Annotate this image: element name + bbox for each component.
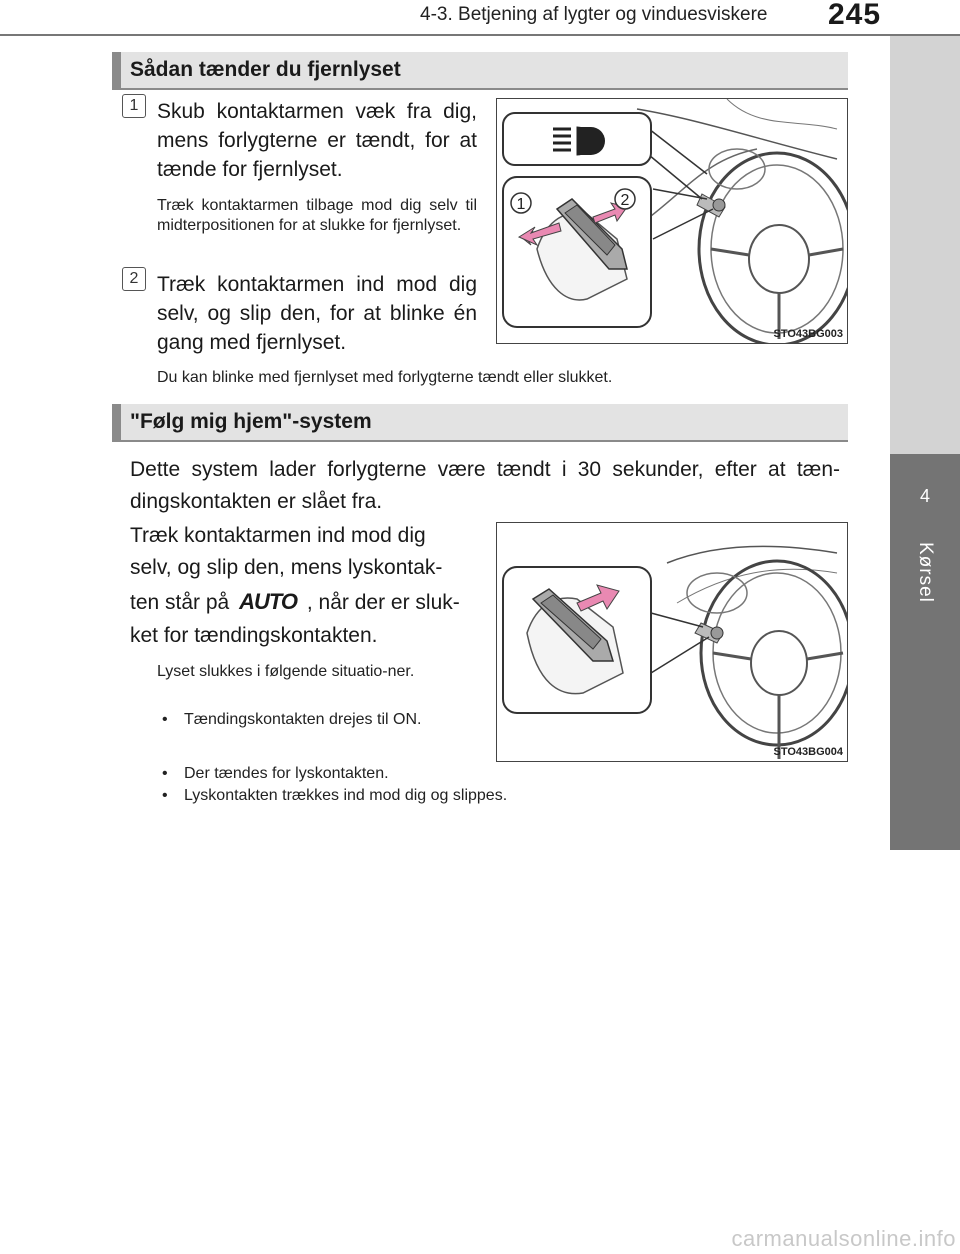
bullet-item: • Der tændes for lyskontakten. [162, 764, 762, 786]
section-title: 4-3. Betjening af lygter og vinduesviskere [420, 4, 768, 25]
callout-1: 1 [516, 196, 526, 213]
bullet-text: Lyskontakten trækkes ind mod dig og slippes. [184, 787, 508, 804]
bullet-item: • Lyskontakten trækkes ind mod dig og slippes. [162, 786, 802, 808]
section-heading-high-beam [112, 52, 848, 90]
heading-marker [112, 404, 121, 440]
step-2-text: Træk kontaktarmen ind mod dig selv, og slip den, for at blinke én gang med fjernlyset. [157, 273, 477, 354]
section-2-note: Lyset slukkes i følgende situatio-ner. [157, 663, 415, 680]
instruction-pre: ten står på [130, 591, 230, 614]
section-2-instruction-line-2: selv, og slip den, mens lyskontak- [130, 556, 443, 579]
bullet-item: • Tændingskontakten drejes til ON. [162, 710, 478, 754]
header-divider [0, 34, 960, 36]
figure-code: STO43BG004 [773, 746, 843, 758]
bullet-text: Tændingskontakten drejes til ON. [184, 711, 422, 728]
section-2-instruction-line-1: Træk kontaktarmen ind mod dig [130, 524, 426, 547]
chapter-tab[interactable] [890, 454, 960, 850]
figure-high-beam-lever [496, 98, 848, 344]
watermark: carmanualsonline.info [731, 1226, 956, 1251]
chapter-number: 4 [919, 486, 930, 506]
heading-text: Sådan tænder du fjernlyset [130, 58, 401, 81]
lever-illustration [497, 99, 847, 343]
chapter-title: Kørsel [915, 542, 936, 603]
bullet-text: Der tændes for lyskontakten. [184, 765, 389, 782]
heading-text: "Følg mig hjem"-system [130, 410, 372, 433]
figure-code: STO43BG003 [773, 328, 843, 340]
lever-pull-illustration [497, 523, 847, 761]
step-1-text: Skub kontaktarmen væk fra dig, mens forlygterne er tændt, for at tænde for fjernlyset. [157, 100, 477, 181]
section-2-intro: Dette system lader forlygterne være tændt i 30 sekunder, efter at tæn-dingskontakten er slået fra. [130, 458, 840, 513]
step-2-badge: 2 [122, 267, 146, 291]
section-2-instruction-line-4: ket for tændingskontakten. [130, 624, 378, 647]
step-1-badge: 1 [122, 94, 146, 118]
figure-follow-me-home-lever [496, 522, 848, 762]
callout-2: 2 [620, 192, 630, 209]
section-1-note: Du kan blinke med fjernlyset med forlygterne tændt eller slukket. [157, 369, 613, 386]
heading-marker [112, 52, 121, 88]
auto-symbol: AUTO [239, 589, 298, 614]
sidebar-tab-blank [890, 36, 960, 454]
instruction-post: , når der er sluk- [306, 591, 460, 614]
step-1-note: Træk kontaktarmen tilbage mod dig selv til midterpositionen for at slukke for fjernlyset. [157, 197, 477, 234]
section-2-instruction-line-3 [130, 586, 476, 619]
section-heading-follow-me-home [112, 404, 848, 442]
page-number: 245 [828, 0, 882, 31]
